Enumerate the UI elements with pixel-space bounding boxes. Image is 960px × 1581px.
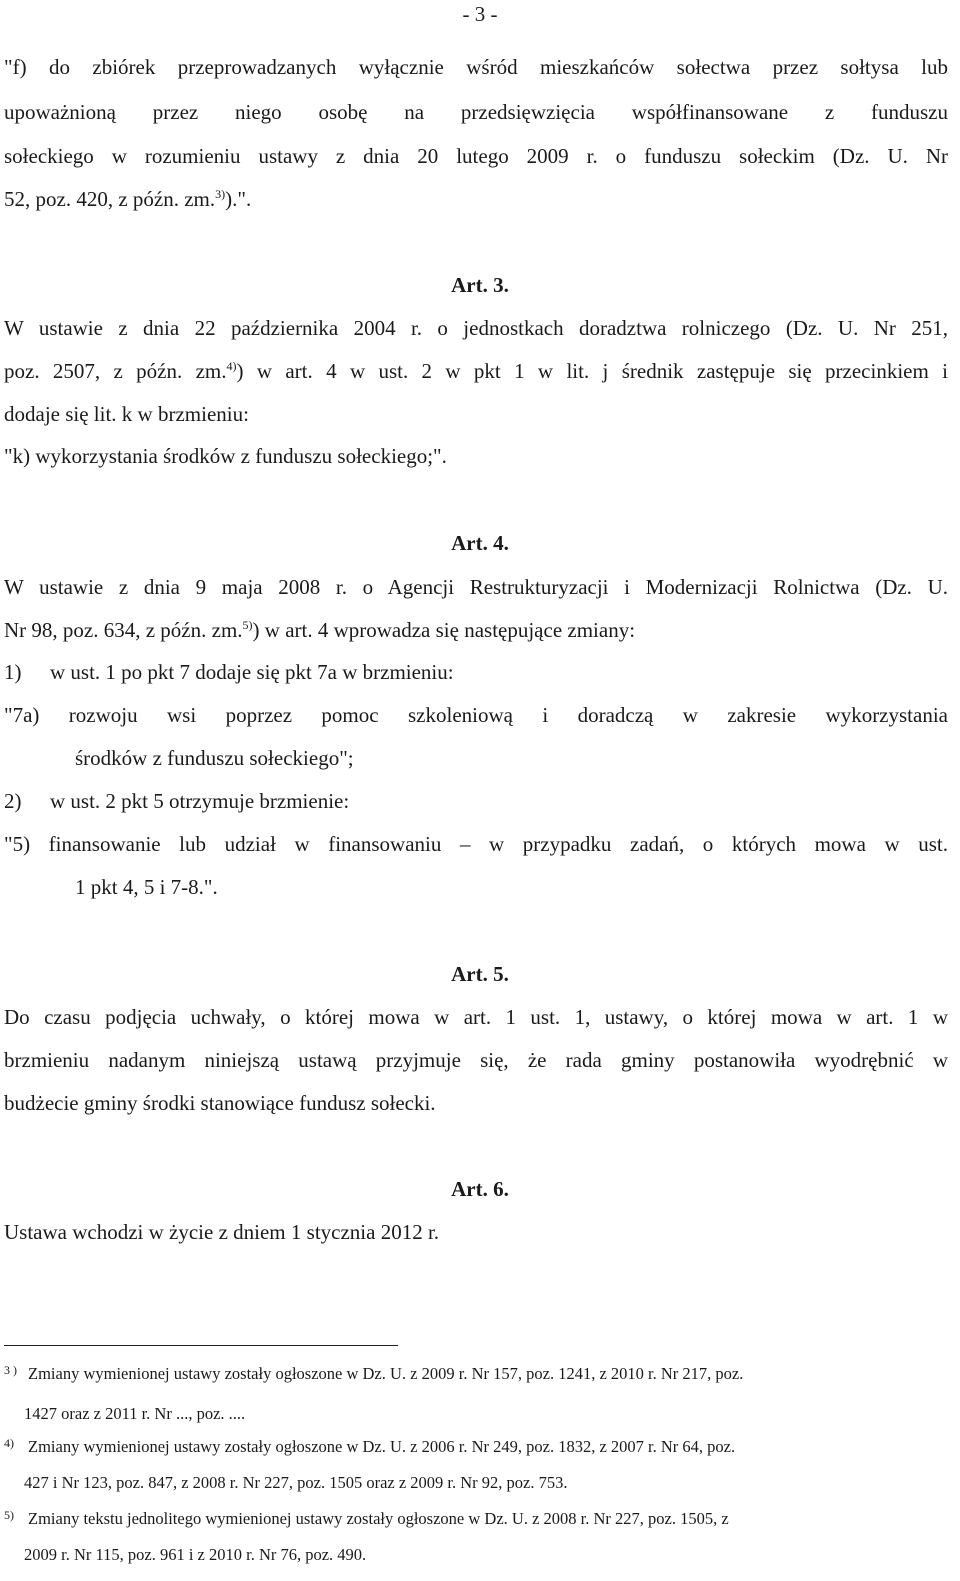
art4-item-2-quote-2: 1 pkt 4, 5 i 7-8.".: [75, 875, 218, 899]
art6-line-1: Ustawa wchodzi w życie z dniem 1 stycznia 2012 r.: [4, 1220, 440, 1244]
footnote-3-mark: 3 ): [4, 1363, 17, 1377]
art4-item-1-quote-1: "7a) rozwoju wsi poprzez pomoc szkoleniową i doradczą w zakresie wykorzystania: [4, 703, 948, 727]
para-f-line-2: upoważnioną przez niego osobę na przedsięwzięcia współfinansowane z funduszu: [4, 100, 948, 124]
footnote-5-line-2: 2009 r. Nr 115, poz. 961 i z 2010 r. Nr 76, poz. 490.: [24, 1545, 367, 1564]
art3-line-2b: ) w art. 4 w ust. 2 w pkt 1 w lit. j średnik zastępuje się przecinkiem i: [236, 359, 948, 383]
art5-line-3: budżecie gminy środki stanowiące fundusz sołecki.: [4, 1091, 436, 1115]
footnote-3: [4, 1363, 944, 1385]
page-number: - 3 -: [462, 2, 498, 26]
para-f-line-3: sołeckiego w rozumieniu ustawy z dnia 20 lutego 2009 r. o funduszu sołeckim (Dz. U. Nr: [4, 144, 948, 168]
para-f-line-1: "f) do zbiórek przeprowadzanych wyłącznie wśród mieszkańców sołectwa przez sołtysa lub: [4, 55, 948, 79]
art3-line-2: [4, 357, 948, 385]
art4-item-1-quote-2: środków z funduszu sołeckiego";: [75, 746, 354, 770]
art4-item-2-text: w ust. 2 pkt 5 otrzymuje brzmienie:: [50, 789, 350, 813]
footnote-ref-4: 4): [226, 359, 237, 373]
footnote-5-mark: 5): [4, 1508, 14, 1522]
art4-item-2-number: 2): [4, 789, 22, 813]
para-f-end: ).".: [225, 187, 252, 211]
art4-item-1-number: 1): [4, 660, 22, 684]
art4-item-1-text: w ust. 1 po pkt 7 dodaje się pkt 7a w brzmieniu:: [50, 660, 454, 684]
art5-heading: Art. 5.: [451, 962, 509, 986]
footnote-5: [4, 1508, 944, 1530]
art5-line-2: brzmieniu nadanym niniejszą ustawą przyjmuje się, że rada gminy postanowiła wyodrębnić w: [4, 1048, 948, 1072]
footnote-5-line-1: Zmiany tekstu jednolitego wymienionej ustawy zostały ogłoszone w Dz. U. z 2008 r. Nr 227, poz. 1505, z: [28, 1509, 729, 1528]
art3-line-2a: poz. 2507, z późn. zm.: [4, 359, 227, 383]
para-f-line-4: [4, 185, 948, 213]
footnote-ref-5: 5): [242, 618, 253, 632]
art3-line-3: dodaje się lit. k w brzmieniu:: [4, 402, 249, 426]
footnote-3-line-2: 1427 oraz z 2011 r. Nr ..., poz. ....: [24, 1404, 246, 1423]
art4-item-1: [4, 658, 948, 686]
art3-line-1: W ustawie z dnia 22 października 2004 r. o jednostkach doradztwa rolniczego (Dz. U. Nr 251,: [4, 316, 948, 340]
art3-heading: Art. 3.: [451, 273, 509, 297]
footnote-4: [4, 1436, 944, 1458]
art4-line-1: W ustawie z dnia 9 maja 2008 r. o Agencji Restrukturyzacji i Modernizacji Rolnictwa (Dz. U.: [4, 575, 948, 599]
footnote-3-line-1: Zmiany wymienionej ustawy zostały ogłoszone w Dz. U. z 2009 r. Nr 157, poz. 1241, z 2010 r. Nr 217, poz.: [28, 1364, 744, 1383]
para-f-text: 52, poz. 420, z późn. zm.: [4, 187, 216, 211]
art4-item-2: [4, 787, 948, 815]
footnote-separator: [4, 1345, 398, 1346]
art4-line-2b: ) w art. 4 wprowadza się następujące zmiany:: [252, 618, 636, 642]
footnote-4-mark: 4): [4, 1436, 14, 1450]
footnote-4-line-2: 427 i Nr 123, poz. 847, z 2008 r. Nr 227, poz. 1505 oraz z 2009 r. Nr 92, poz. 753.: [24, 1473, 568, 1492]
art5-line-1: Do czasu podjęcia uchwały, o której mowa w art. 1 ust. 1, ustawy, o której mowa w art. 1 w: [4, 1005, 948, 1029]
footnote-ref-3: 3): [215, 187, 226, 201]
art3-line-4: "k) wykorzystania środków z funduszu sołeckiego;".: [4, 444, 447, 468]
art4-line-2: [4, 616, 948, 644]
art4-line-2a: Nr 98, poz. 634, z późn. zm.: [4, 618, 243, 642]
art4-item-2-quote-1: "5) finansowanie lub udział w finansowaniu – w przypadku zadań, o których mowa w ust.: [4, 832, 948, 856]
footnote-4-line-1: Zmiany wymienionej ustawy zostały ogłoszone w Dz. U. z 2006 r. Nr 249, poz. 1832, z 2007 r. Nr 64, poz.: [28, 1437, 736, 1456]
art6-heading: Art. 6.: [451, 1177, 509, 1201]
art4-heading: Art. 4.: [451, 531, 509, 555]
